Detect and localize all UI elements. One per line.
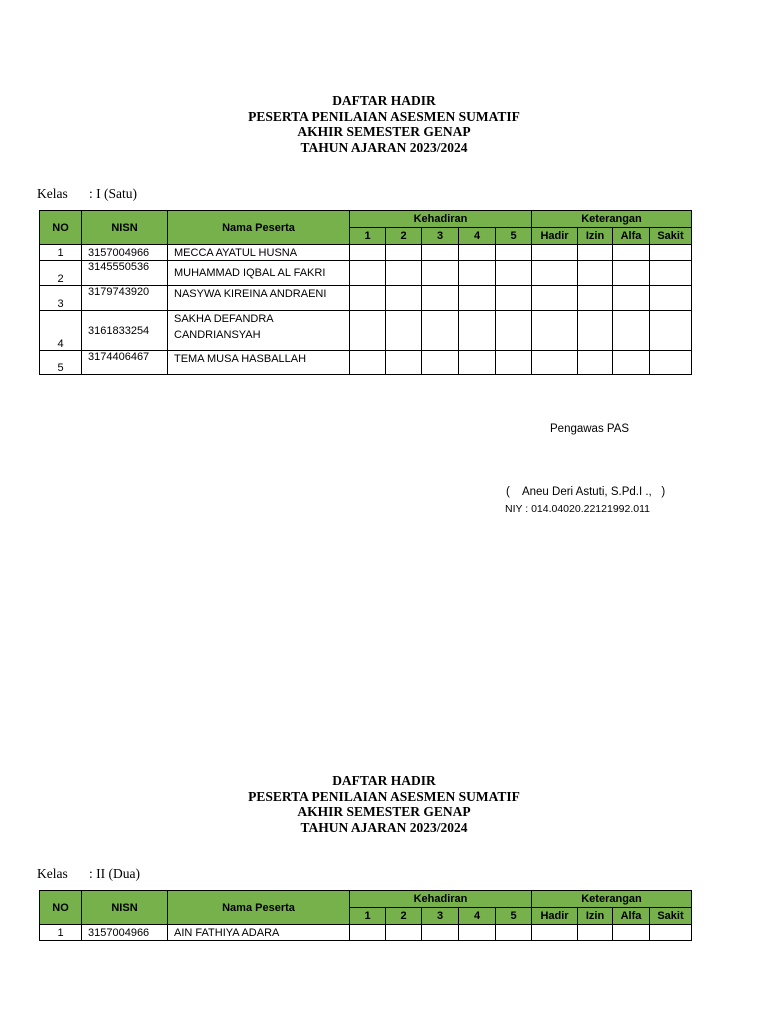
cell-empty[interactable] xyxy=(496,261,532,286)
cell-empty[interactable] xyxy=(422,286,459,311)
cell-empty[interactable] xyxy=(459,925,496,941)
table-row xyxy=(40,925,692,941)
kelas-label: Kelas xyxy=(37,866,68,881)
title-line: DAFTAR HADIR xyxy=(332,773,436,788)
supervisor-niy: NIY : 014.04020.22121992.011 xyxy=(505,503,650,515)
header-session: 5 xyxy=(496,908,532,925)
cell-empty[interactable] xyxy=(650,245,692,261)
header-session: 3 xyxy=(422,908,459,925)
document-title-1 xyxy=(0,93,768,155)
header-kehadiran: Kehadiran xyxy=(350,211,532,228)
table-row xyxy=(40,286,692,311)
cell-empty[interactable] xyxy=(613,286,650,311)
cell-empty[interactable] xyxy=(650,351,692,375)
table-row xyxy=(40,311,692,351)
row-name-line: CANDRIANSYAH xyxy=(174,329,261,341)
document-title-2 xyxy=(0,773,768,835)
row-no: 3 xyxy=(40,286,82,311)
title-line: AKHIR SEMESTER GENAP xyxy=(297,124,471,139)
title-line: TAHUN AJARAN 2023/2024 xyxy=(300,139,468,155)
cell-empty[interactable] xyxy=(578,286,613,311)
attendance-table-1 xyxy=(39,210,692,375)
header-nama: Nama Peserta xyxy=(168,211,350,245)
cell-empty[interactable] xyxy=(532,351,578,375)
header-sakit: Sakit xyxy=(650,228,692,245)
cell-empty[interactable] xyxy=(532,311,578,351)
cell-empty[interactable] xyxy=(386,925,422,941)
row-name: NASYWA KIREINA ANDRAENI xyxy=(168,286,350,311)
row-nisn: 3161833254 xyxy=(82,311,168,351)
header-izin: Izin xyxy=(578,228,613,245)
title-line: PESERTA PENILAIAN ASESMEN SUMATIF xyxy=(248,108,520,124)
cell-empty[interactable] xyxy=(496,351,532,375)
header-session: 4 xyxy=(459,908,496,925)
cell-empty[interactable] xyxy=(578,351,613,375)
header-session: 2 xyxy=(386,908,422,925)
header-session: 1 xyxy=(350,228,386,245)
cell-empty[interactable] xyxy=(650,925,692,941)
table-row xyxy=(40,261,692,286)
header-sakit: Sakit xyxy=(650,908,692,925)
title-line: DAFTAR HADIR xyxy=(332,93,436,108)
cell-empty[interactable] xyxy=(386,261,422,286)
row-nisn: 3145550536 xyxy=(82,261,168,286)
row-nisn: 3157004966 xyxy=(82,925,168,941)
cell-empty[interactable] xyxy=(386,311,422,351)
title-line: TAHUN AJARAN 2023/2024 xyxy=(300,819,468,835)
row-no: 1 xyxy=(40,925,82,941)
row-nisn: 3174406467 xyxy=(82,351,168,375)
row-name: MUHAMMAD IQBAL AL FAKRI xyxy=(168,261,350,286)
cell-empty[interactable] xyxy=(459,311,496,351)
cell-empty[interactable] xyxy=(613,351,650,375)
title-line: AKHIR SEMESTER GENAP xyxy=(297,804,471,819)
header-nisn: NISN xyxy=(82,211,168,245)
cell-empty[interactable] xyxy=(532,245,578,261)
cell-empty[interactable] xyxy=(350,311,386,351)
cell-empty[interactable] xyxy=(578,925,613,941)
cell-empty[interactable] xyxy=(459,351,496,375)
cell-empty[interactable] xyxy=(350,261,386,286)
cell-empty[interactable] xyxy=(386,351,422,375)
header-kehadiran: Kehadiran xyxy=(350,891,532,908)
cell-empty[interactable] xyxy=(613,311,650,351)
row-nisn: 3157004966 xyxy=(82,245,168,261)
header-session: 4 xyxy=(459,228,496,245)
cell-empty[interactable] xyxy=(650,311,692,351)
row-no: 5 xyxy=(40,351,82,375)
cell-empty[interactable] xyxy=(350,925,386,941)
cell-empty[interactable] xyxy=(532,261,578,286)
cell-empty[interactable] xyxy=(350,245,386,261)
header-no: NO xyxy=(40,211,82,245)
cell-empty[interactable] xyxy=(422,925,459,941)
row-no: 4 xyxy=(40,311,82,351)
row-name xyxy=(168,311,350,351)
class-label-2 xyxy=(37,866,140,882)
header-hadir: Hadir xyxy=(532,228,578,245)
cell-empty[interactable] xyxy=(422,245,459,261)
header-session: 5 xyxy=(496,228,532,245)
attendance-table-2 xyxy=(39,890,692,941)
cell-empty[interactable] xyxy=(350,351,386,375)
cell-empty[interactable] xyxy=(613,261,650,286)
table-row xyxy=(40,245,692,261)
cell-empty[interactable] xyxy=(386,286,422,311)
header-hadir: Hadir xyxy=(532,908,578,925)
cell-empty[interactable] xyxy=(459,286,496,311)
cell-empty[interactable] xyxy=(496,311,532,351)
row-no: 2 xyxy=(40,261,82,286)
cell-empty[interactable] xyxy=(496,286,532,311)
cell-empty[interactable] xyxy=(532,925,578,941)
cell-empty[interactable] xyxy=(578,245,613,261)
cell-empty[interactable] xyxy=(496,925,532,941)
header-alfa: Alfa xyxy=(613,908,650,925)
row-nisn: 3179743920 xyxy=(82,286,168,311)
row-name: MECCA AYATUL HUSNA xyxy=(168,245,350,261)
header-no: NO xyxy=(40,891,82,925)
cell-empty[interactable] xyxy=(613,925,650,941)
header-session: 1 xyxy=(350,908,386,925)
header-nisn: NISN xyxy=(82,891,168,925)
row-name: TEMA MUSA HASBALLAH xyxy=(168,351,350,375)
cell-empty[interactable] xyxy=(578,311,613,351)
row-name-line: SAKHA DEFANDRA xyxy=(174,313,274,325)
header-session: 2 xyxy=(386,228,422,245)
class-label-1 xyxy=(37,186,137,202)
supervisor-name: ( Aneu Deri Astuti, S.Pd.I ., ) xyxy=(506,486,666,498)
supervisor-role: Pengawas PAS xyxy=(550,423,630,435)
cell-empty[interactable] xyxy=(650,261,692,286)
cell-empty[interactable] xyxy=(422,311,459,351)
cell-empty[interactable] xyxy=(613,245,650,261)
header-alfa: Alfa xyxy=(613,228,650,245)
cell-empty[interactable] xyxy=(459,245,496,261)
kelas-value: : II (Dua) xyxy=(89,866,140,881)
kelas-label: Kelas xyxy=(37,186,68,201)
cell-empty[interactable] xyxy=(422,351,459,375)
cell-empty[interactable] xyxy=(532,286,578,311)
cell-empty[interactable] xyxy=(650,286,692,311)
row-name: AIN FATHIYA ADARA xyxy=(168,925,350,941)
header-keterangan: Keterangan xyxy=(532,211,692,228)
header-session: 3 xyxy=(422,228,459,245)
cell-empty[interactable] xyxy=(578,261,613,286)
header-izin: Izin xyxy=(578,908,613,925)
cell-empty[interactable] xyxy=(459,261,496,286)
header-nama: Nama Peserta xyxy=(168,891,350,925)
table-row xyxy=(40,351,692,375)
row-no: 1 xyxy=(40,245,82,261)
cell-empty[interactable] xyxy=(350,286,386,311)
cell-empty[interactable] xyxy=(386,245,422,261)
title-line: PESERTA PENILAIAN ASESMEN SUMATIF xyxy=(248,788,520,804)
cell-empty[interactable] xyxy=(496,245,532,261)
header-keterangan: Keterangan xyxy=(532,891,692,908)
kelas-value: : I (Satu) xyxy=(89,186,137,201)
cell-empty[interactable] xyxy=(422,261,459,286)
